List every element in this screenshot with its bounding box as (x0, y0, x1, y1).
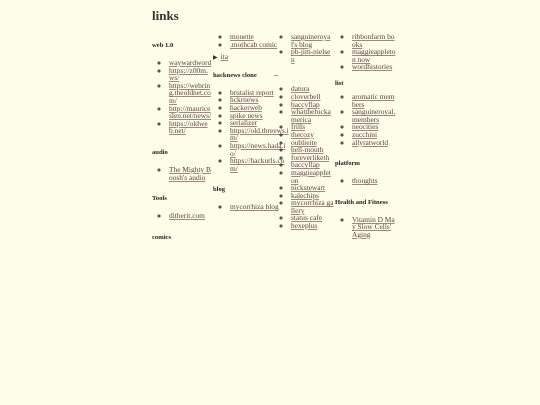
link-cloverbell[interactable]: cloverbell (291, 91, 321, 101)
column-3 (274, 33, 334, 230)
link-maggieappleton-now[interactable]: maggieappleton now (352, 47, 396, 64)
link-hada[interactable]: https://news.hada.io/ (230, 140, 286, 158)
list-item (352, 93, 397, 108)
link-neocities[interactable]: neocities (352, 122, 379, 132)
audio-list (152, 166, 212, 181)
triangle-right-icon: ▶ (213, 55, 218, 62)
column-4 (335, 33, 397, 239)
link-hckrnews[interactable]: hckrnews (230, 95, 259, 105)
link-z00m[interactable]: https://z00m.ws/ (169, 65, 208, 83)
list-item (352, 139, 397, 147)
list-item (352, 108, 397, 123)
link-maggieappleton[interactable]: maggieappleton (291, 167, 331, 185)
link-mouette[interactable]: mouette (230, 32, 254, 41)
col3-top-list (274, 33, 334, 63)
list-item (352, 177, 397, 185)
link-sanguineroyal-members[interactable]: sanguineroyal.members (352, 107, 396, 124)
list-item (169, 212, 212, 220)
link-sanguineroyal-blog[interactable]: sanguineroyal's blog (291, 32, 331, 49)
link-mighty-boosh[interactable]: The Mighty Boosh's audio (169, 164, 211, 182)
audio-heading: audio (152, 148, 168, 156)
link-foreverliketh[interactable]: foreverliketh (291, 152, 330, 162)
list-item (352, 63, 397, 71)
list-item (169, 166, 212, 181)
list-item (291, 108, 334, 123)
list-item (291, 199, 334, 214)
link-old-threews[interactable]: https://old.threews.im/ (230, 125, 289, 143)
list-item (291, 33, 334, 48)
tools-heading: Tools (152, 195, 167, 203)
link-hackurls[interactable]: https://hackurls.com/ (230, 156, 285, 173)
link-wordhistories[interactable]: wordhistories (352, 62, 393, 72)
health-heading: Health and Fitness (335, 198, 388, 206)
link-aromatic-members[interactable]: aromatic members (352, 91, 395, 109)
list-heading: list (335, 79, 344, 87)
list-item (169, 82, 212, 105)
hackernews-heading: hacknews clone (213, 71, 257, 79)
link-ita[interactable]: ita (220, 52, 229, 62)
link-kalechips[interactable]: kalechips (291, 190, 319, 200)
page-title: links (152, 8, 179, 23)
blog-heading: blog (213, 186, 226, 194)
link-allyratworld[interactable]: allyratworld (352, 137, 389, 147)
link-mauriceslen[interactable]: http://mauriceslen.net/news/ (169, 103, 212, 121)
link-serializer[interactable]: serializer (230, 118, 258, 128)
link-mycorrhiza-blog[interactable]: mycorrhiza blog (230, 202, 279, 212)
comics-heading: comics (152, 233, 172, 241)
tools-list (152, 212, 212, 220)
link-hell-mouth[interactable]: hell-mouth (291, 145, 324, 155)
dash-list (274, 85, 334, 229)
link-thecozy[interactable]: thecozy (291, 129, 314, 139)
list-item (291, 48, 334, 63)
link-oublieite[interactable]: oublieite (291, 137, 317, 147)
list-item (291, 169, 334, 184)
col4-top-list (335, 33, 397, 71)
link-pb-jim-nielsen[interactable]: pb-jim-nielsen (291, 47, 331, 64)
link-whatthefuckamerica[interactable]: whatthefuckamerica (291, 107, 331, 124)
link-ribbonfarm-books[interactable]: ribbonfarm books (352, 32, 395, 49)
link-baccyflap[interactable]: baccyflap (291, 99, 320, 109)
column-1 (152, 33, 212, 242)
platform-heading: platform (335, 160, 360, 168)
link-zucchini[interactable]: zucchini (352, 129, 378, 139)
link-spike-news[interactable]: spike news (230, 110, 263, 120)
dash-heading: -- (274, 72, 279, 80)
link-waywardword[interactable]: waywardword (169, 58, 212, 67)
list-item (352, 48, 397, 63)
link-nickstewart[interactable]: nickstewart (291, 183, 326, 193)
link-hexeplus[interactable]: hexeplus (291, 221, 318, 231)
list-item (169, 67, 212, 82)
list-item (169, 105, 212, 120)
link-thoughts[interactable]: thoughts (352, 176, 378, 186)
link-brutalist[interactable]: brutalist report (230, 87, 274, 97)
link-baccyflap-2[interactable]: baccyflap (291, 160, 320, 170)
link-mothcab[interactable]: .mothcab comic (230, 39, 278, 49)
web10-list (152, 59, 212, 135)
link-mycorrhiza-gallery[interactable]: mycorrhiza gallery (291, 198, 334, 215)
platform-list (335, 177, 397, 185)
health-list (335, 216, 397, 239)
link-datura[interactable]: datura (291, 84, 310, 94)
link-hackerweb[interactable]: hackerweb (230, 102, 263, 112)
link-status-cafe[interactable]: status cafe (291, 213, 322, 223)
link-webring[interactable]: https://webring.theoldnet.com/ (169, 80, 211, 105)
list-list (335, 93, 397, 146)
list-item (352, 216, 397, 239)
list-item (291, 222, 334, 230)
list-item (352, 33, 397, 48)
link-vitamin-d[interactable]: Vitamin D May Slow Cells' Aging (352, 214, 395, 239)
link-frills[interactable]: frills (291, 122, 305, 132)
link-oldweb[interactable]: https://oldweb.net/ (169, 118, 208, 136)
web10-heading: web 1.0 (152, 42, 174, 49)
list-item (169, 120, 212, 135)
link-ditherit[interactable]: ditherit.com (169, 211, 205, 221)
